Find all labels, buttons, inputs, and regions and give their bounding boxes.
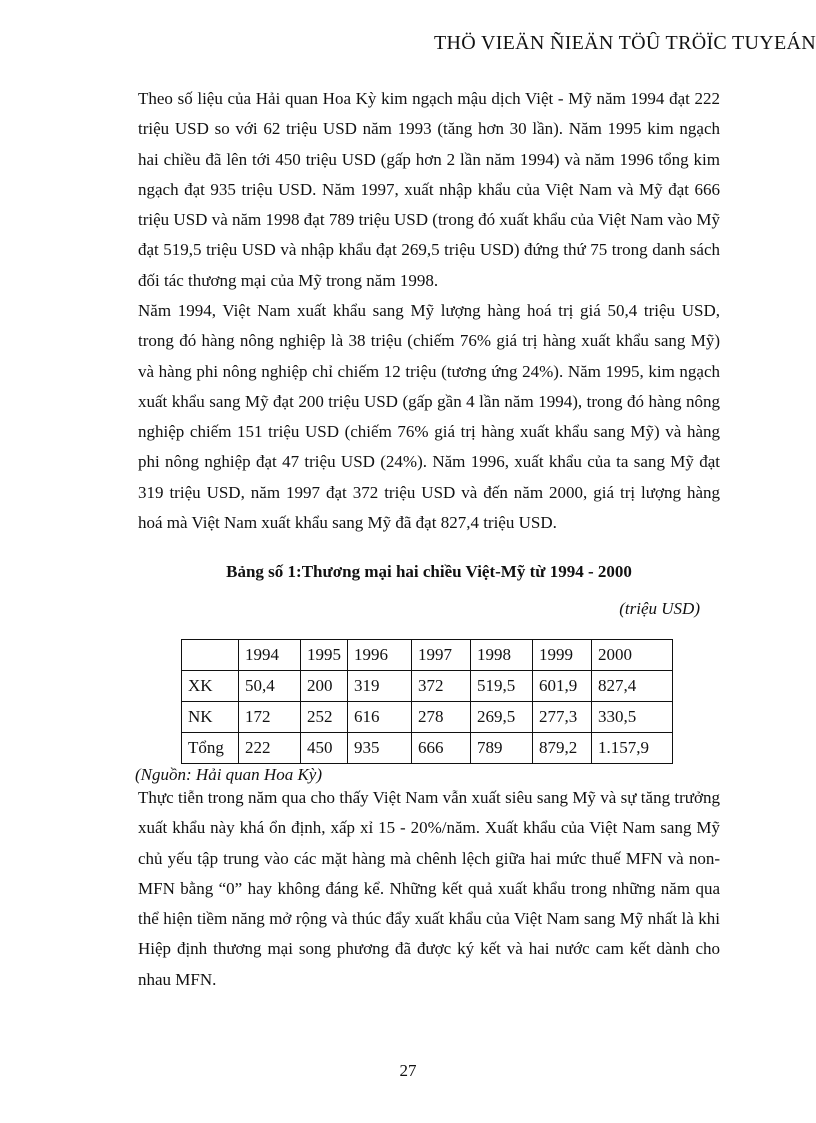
page-number: 27 <box>399 1061 417 1080</box>
paragraph-export-details: Năm 1994, Việt Nam xuất khẩu sang Mỹ lượng hàng hoá trị giá 50,4 triệu USD, trong đó hàng nông nghiệp là 38 triệu (chiếm 76% giá trị hàng xuất khẩu sang Mỹ) và hàng phi nông nghiệp chỉ chiếm 12 triệu (tương ứng 24%). Năm 1995, kim ngạch xuất khẩu sang Mỹ đạt 200 triệu USD (gấp gần 4 lần năm 1994), trong đó hàng nông nghiệp chiếm 151 triệu USD (chiếm 76% giá trị hàng xuất khẩu sang Mỹ) và hàng phi nông nghiệp đạt 47 triệu USD (24%). Năm 1996, xuất khẩu của ta sang Mỹ đạt 319 triệu USD, năm 1997 đạt 372 triệu USD và đến năm 2000, giá trị lượng hàng hoá mà Việt Nam xuất khẩu sang Mỹ đã đạt 827,4 triệu USD. <box>138 301 720 533</box>
table-cell: 1996 <box>348 640 412 671</box>
table-cell: Tổng <box>182 733 239 764</box>
table-cell: 1998 <box>471 640 533 671</box>
table-cell: 222 <box>239 733 301 764</box>
page-header: THÖ VIEÄN ÑIEÄN TÖÛ TRÖÏC TUYEÁN <box>434 32 816 54</box>
table-row <box>182 733 673 764</box>
table-cell: 879,2 <box>533 733 592 764</box>
table-cell: 827,4 <box>592 671 673 702</box>
table-cell: 269,5 <box>471 702 533 733</box>
table-cell: 616 <box>348 702 412 733</box>
table-cell: 1995 <box>301 640 348 671</box>
table-cell: 1999 <box>533 640 592 671</box>
table-row <box>182 671 673 702</box>
table-caption: Bảng số 1:Thương mại hai chiều Việt-Mỹ từ 1994 - 2000 <box>226 562 632 581</box>
table-cell: 2000 <box>592 640 673 671</box>
table-cell: 50,4 <box>239 671 301 702</box>
table-cell: 172 <box>239 702 301 733</box>
table-cell: 252 <box>301 702 348 733</box>
table-cell: XK <box>182 671 239 702</box>
table-cell: 519,5 <box>471 671 533 702</box>
table-row <box>182 702 673 733</box>
table-source: (Nguồn: Hải quan Hoa Kỳ) <box>135 765 322 784</box>
table-cell: 277,3 <box>533 702 592 733</box>
table-cell: 319 <box>348 671 412 702</box>
table-cell: 372 <box>412 671 471 702</box>
paragraph-trade-overview: Theo số liệu của Hải quan Hoa Kỳ kim ngạch mậu dịch Việt - Mỹ năm 1994 đạt 222 triệu USD so với 62 triệu USD năm 1993 (tăng hơn 30 lần). Năm 1995 kim ngạch hai chiều đã lên tới 450 triệu USD (gấp hơn 2 lần năm 1994) và năm 1996 tổng kim ngạch đạt 935 triệu USD. Năm 1997, xuất nhập khẩu của Việt Nam và Mỹ đạt 666 triệu USD và năm 1998 đạt 789 triệu USD (trong đó xuất khẩu của Việt Nam vào Mỹ đạt 519,5 triệu USD và nhập khẩu đạt 269,5 triệu USD) đứng thứ 75 trong danh sách đối tác thương mại của Mỹ trong năm 1998. <box>138 89 720 290</box>
table-cell: 1.157,9 <box>592 733 673 764</box>
table-cell: 601,9 <box>533 671 592 702</box>
trade-table <box>181 639 673 764</box>
table-cell: 278 <box>412 702 471 733</box>
table-cell <box>182 640 239 671</box>
paragraph-conclusion: Thực tiễn trong năm qua cho thấy Việt Nam vẫn xuất siêu sang Mỹ và sự tăng trưởng xuất khẩu này khá ổn định, xấp xỉ 15 - 20%/năm. Xuất khẩu của Việt Nam sang Mỹ chủ yếu tập trung vào các mặt hàng mà chênh lệch giữa hai mức thuế MFN và non-MFN bằng “0” hay không đáng kể. Những kết quả xuất khẩu trong những năm qua thể hiện tiềm năng mở rộng và thúc đẩy xuất khẩu của Việt Nam sang Mỹ nhất là khi Hiệp định thương mại song phương đã được ký kết và hai nước cam kết dành cho nhau MFN. <box>138 788 720 989</box>
table-cell: NK <box>182 702 239 733</box>
table-cell: 450 <box>301 733 348 764</box>
table-header-row <box>182 640 673 671</box>
table-cell: 330,5 <box>592 702 673 733</box>
table-unit: (triệu USD) <box>619 599 700 618</box>
table-cell: 789 <box>471 733 533 764</box>
table-cell: 1994 <box>239 640 301 671</box>
table-cell: 1997 <box>412 640 471 671</box>
table-cell: 666 <box>412 733 471 764</box>
table-cell: 200 <box>301 671 348 702</box>
table-cell: 935 <box>348 733 412 764</box>
